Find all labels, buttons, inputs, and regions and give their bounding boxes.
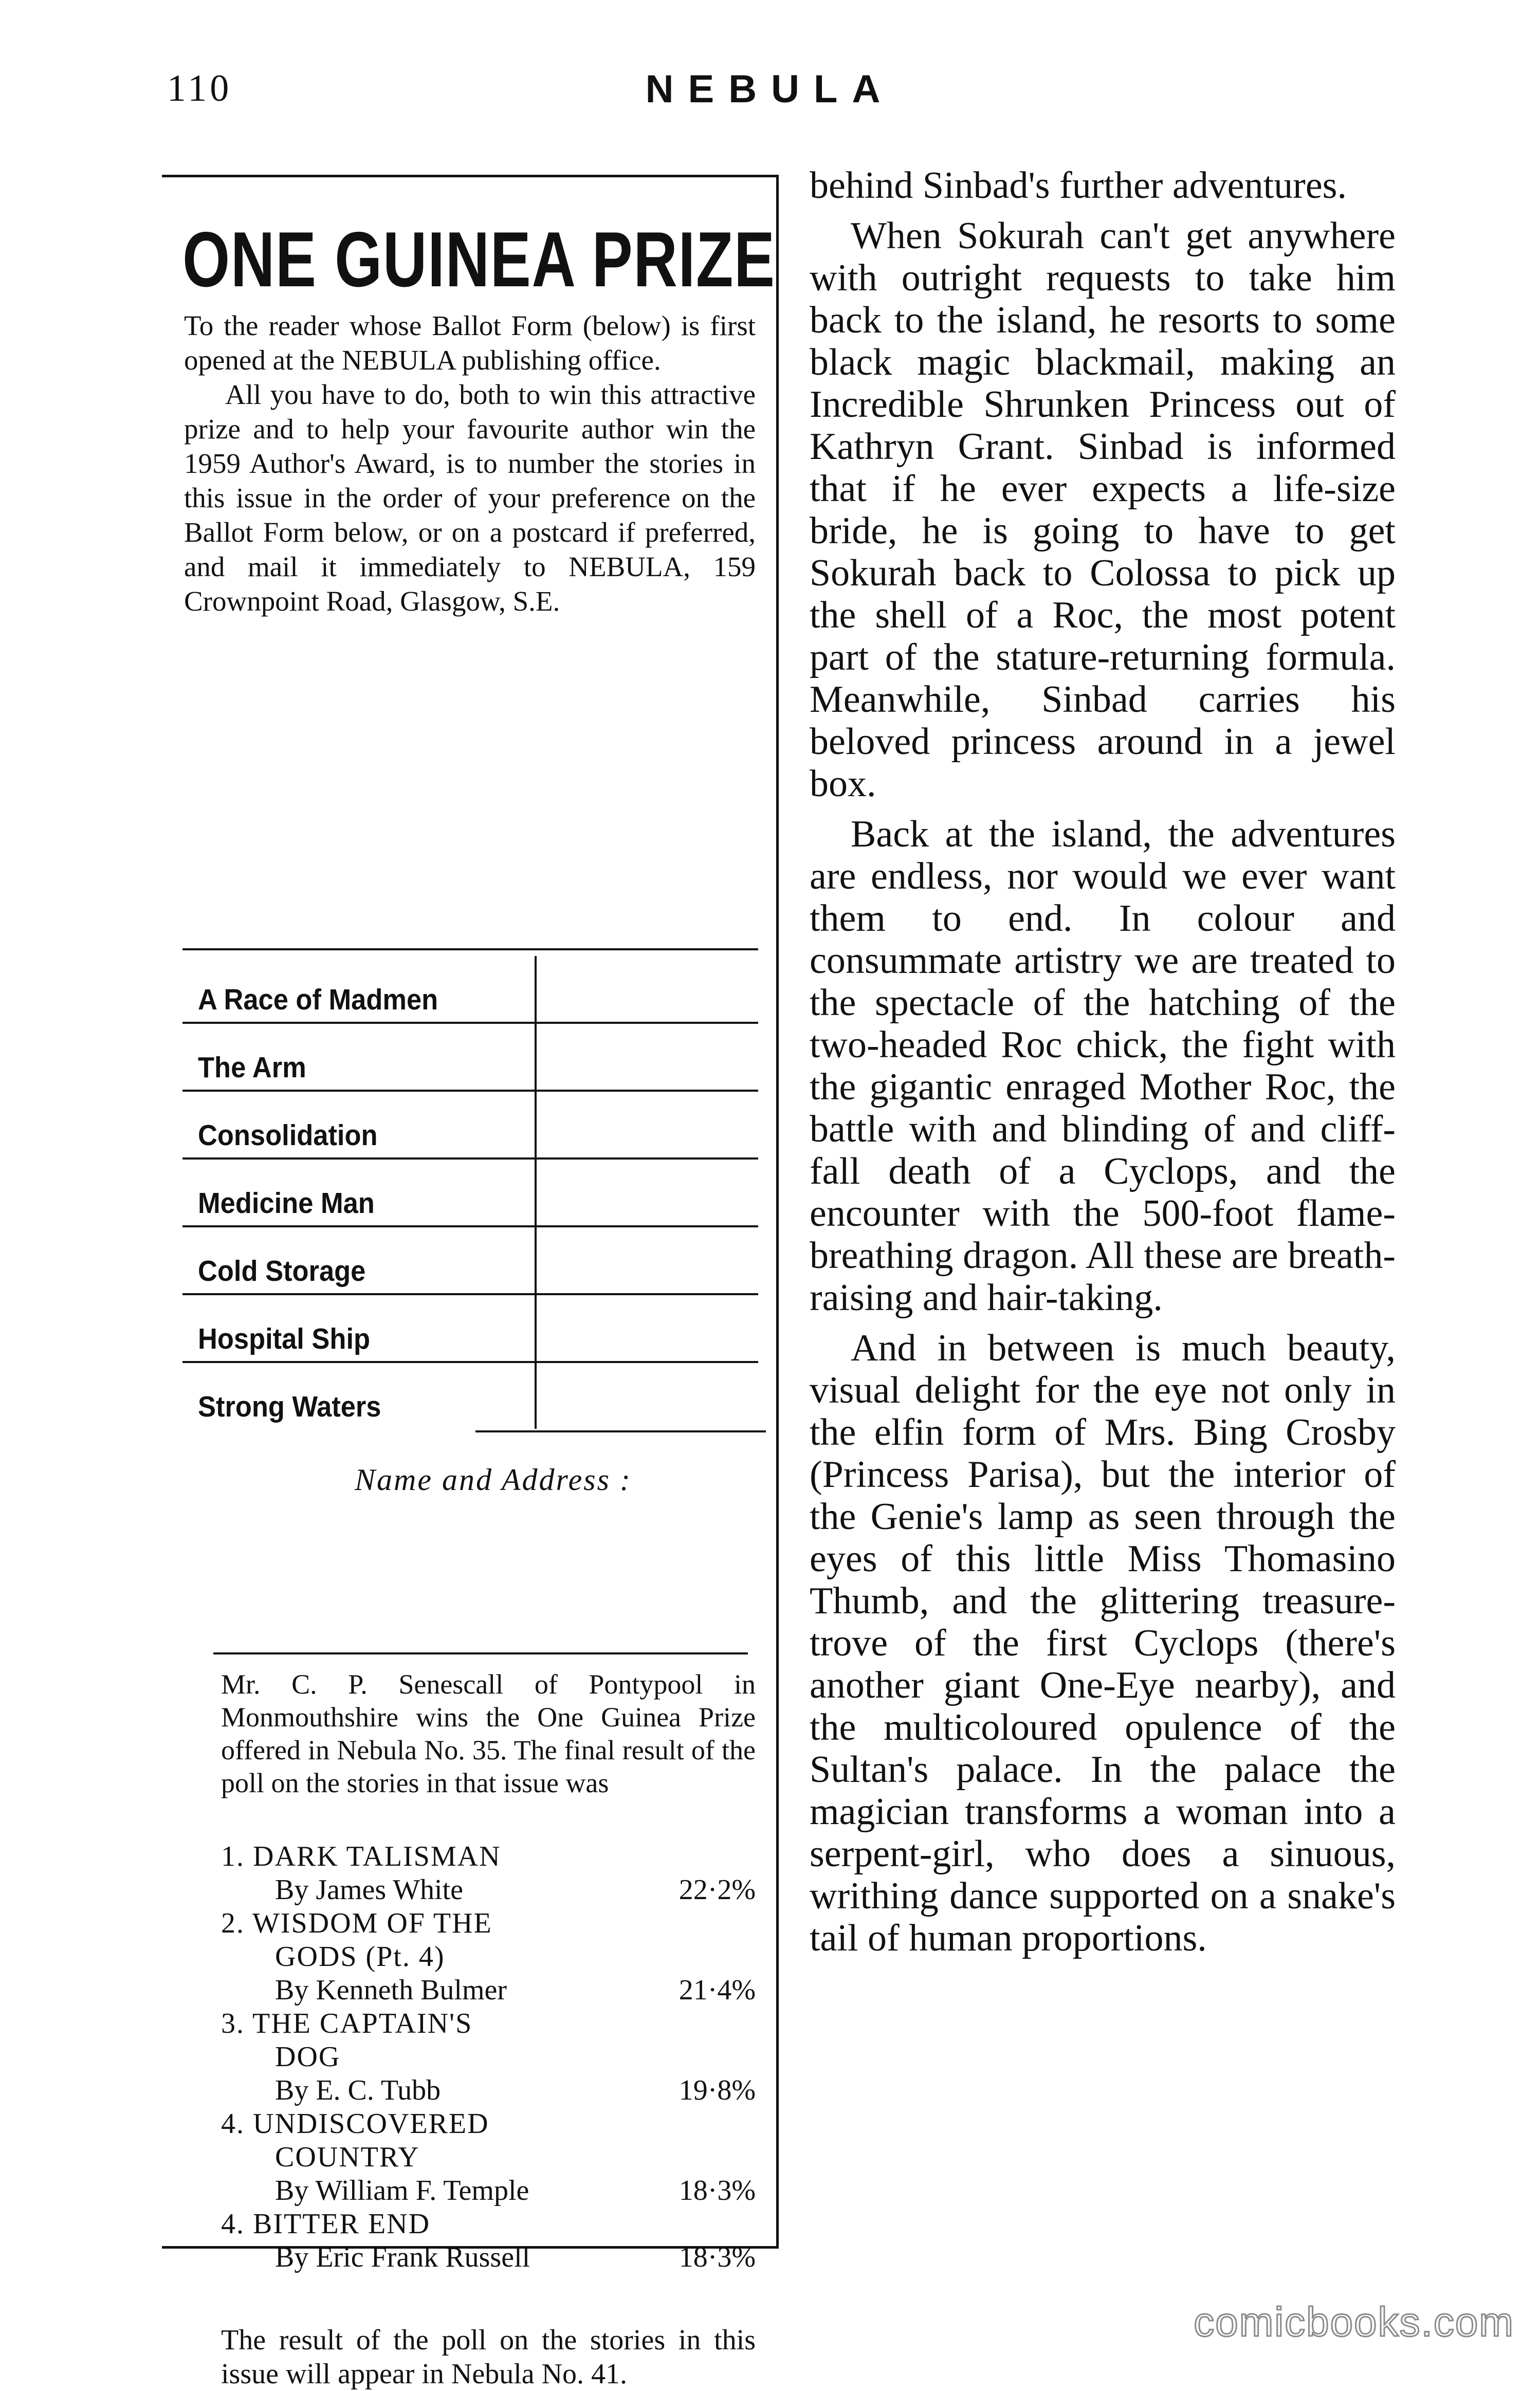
closing-note: The result of the poll on the stories in this issue will appear in Nebula No. 41. (221, 2324, 756, 2390)
result-author-line (221, 1974, 756, 2007)
ballot-row (182, 1363, 758, 1431)
result-item (221, 1907, 756, 2007)
ballot-story-label: Hospital Ship (198, 1322, 371, 1355)
name-address-label: Name and Address : (355, 1463, 632, 1497)
poll-results (221, 1840, 756, 2274)
result-author: By Eric Frank Russell (275, 2241, 530, 2273)
ballot-story-label: The Arm (198, 1051, 306, 1084)
result-title-cont: COUNTRY (275, 2141, 420, 2173)
ballot-form (182, 956, 758, 1431)
page-header (0, 67, 1540, 118)
result-item (221, 2208, 756, 2274)
intro-paragraph: To the reader whose Ballot Form (below) is first opened at the NEBULA publishing office. (184, 310, 756, 376)
prize-title: ONE GUINEA PRIZE (182, 216, 776, 303)
result-title: 4. UNDISCOVERED (221, 2108, 489, 2140)
ballot-row (182, 1227, 758, 1295)
result-title-cont: GODS (Pt. 4) (275, 1941, 445, 1973)
article-paragraph: behind Sinbad's further adventures. (810, 164, 1347, 207)
ballot-row (182, 1024, 758, 1092)
result-title: 4. BITTER END (221, 2208, 431, 2240)
ballot-story-label: Consolidation (198, 1119, 378, 1152)
result-percent: 19·8% (679, 2074, 756, 2106)
ballot-row (182, 1160, 758, 1227)
divider-rule (213, 1652, 748, 1654)
result-percent: 18·3% (679, 2241, 756, 2273)
result-percent: 21·4% (679, 1974, 756, 2006)
ballot-story-label: A Race of Madmen (198, 983, 438, 1016)
result-title: 2. WISDOM OF THE (221, 1907, 492, 1939)
article-paragraph: And in between is much beauty, visual delight for the eye not only in the elfin form of Mrs. Bing Crosby (Princess Parisa), but the interior of the Genie's lamp as seen through the eyes of this little Miss Thomasino Thumb, and the glittering treasure-trove of the first Cyclops (there's another giant One-Eye nearby), and the multicoloured opulence of the Sultan's palace. In the palace the magician transforms a woman into a serpent-girl, who does a sinuous, writhing dance supported on a snake's tail of human proportions. (810, 1327, 1396, 1959)
result-title: 1. DARK TALISMAN (221, 1841, 501, 1872)
result-item (221, 2007, 756, 2107)
page-number: 110 (167, 67, 232, 109)
article-paragraph: When Sokurah can't get anywhere with outright requests to take him back to the island, he resorts to some black magic blackmail, making an Incredible Shrunken Princess out of Kathryn Grant. Sinbad is informed that if he ever expects a life-size bride, he is going to have to get Sokurah back to Colossa to pick up the shell of a Roc, the most potent part of the stature-returning formula. Meanwhile, Sinbad carries his beloved princess around in a jewel box. (810, 215, 1396, 805)
result-title: 3. THE CAPTAIN'S (221, 2008, 473, 2039)
result-author-line (221, 2174, 756, 2208)
result-author: By Kenneth Bulmer (275, 1974, 507, 2006)
watermark: comicbooks.com (1194, 2299, 1514, 2345)
ballot-bottom-rule (475, 1430, 766, 1432)
ballot-top-rule (182, 948, 758, 950)
result-author: By James White (275, 1874, 464, 1906)
result-item (221, 2107, 756, 2208)
result-author: By E. C. Tubb (275, 2074, 441, 2106)
result-percent: 18·3% (679, 2175, 756, 2206)
result-author-line (221, 2241, 756, 2274)
result-percent: 22·2% (679, 1874, 756, 1906)
article-paragraph: Back at the island, the adventures are endless, nor would we ever want them to end. In colour and consummate artistry we are treated to the spectacle of the hatching of the two-headed Roc chick, the fight with the gigantic enraged Mother Roc, the battle with and blinding of and cliff-fall death of a Cyclops, and the encounter with the 500-foot flame-breathing dragon. All these are breath-raising and hair-taking. (810, 813, 1396, 1319)
result-item (221, 1840, 756, 1907)
ballot-row (182, 956, 758, 1024)
prize-box (162, 175, 779, 2390)
article-column (810, 164, 1396, 1967)
winner-announcement: Mr. C. P. Senescall of Pontypool in Monmouthshire wins the One Guinea Prize offered in Nebula No. 35. The final result of the poll on the stories in that issue was (221, 1669, 756, 1798)
ballot-story-label: Cold Storage (198, 1255, 366, 1288)
ballot-row (182, 1295, 758, 1363)
result-title-cont: DOG (275, 2041, 341, 2073)
result-author: By William F. Temple (275, 2175, 529, 2206)
ballot-story-label: Strong Waters (198, 1390, 381, 1423)
running-head: NEBULA (645, 67, 895, 111)
ballot-row (182, 1092, 758, 1160)
prize-intro (184, 308, 756, 618)
intro-paragraph: All you have to do, both to win this attractive prize and to help your favourite author win the 1959 Author's Award, is to number the stories in this issue in the order of your preference on the Ballot Form below, or on a postcard if preferred, and mail it immediately to NEBULA, 159 Crownpoint Road, Glasgow, S.E. (184, 379, 756, 617)
result-author-line (221, 2074, 756, 2107)
ballot-story-label: Medicine Man (198, 1187, 375, 1220)
result-author-line (221, 1873, 756, 1907)
